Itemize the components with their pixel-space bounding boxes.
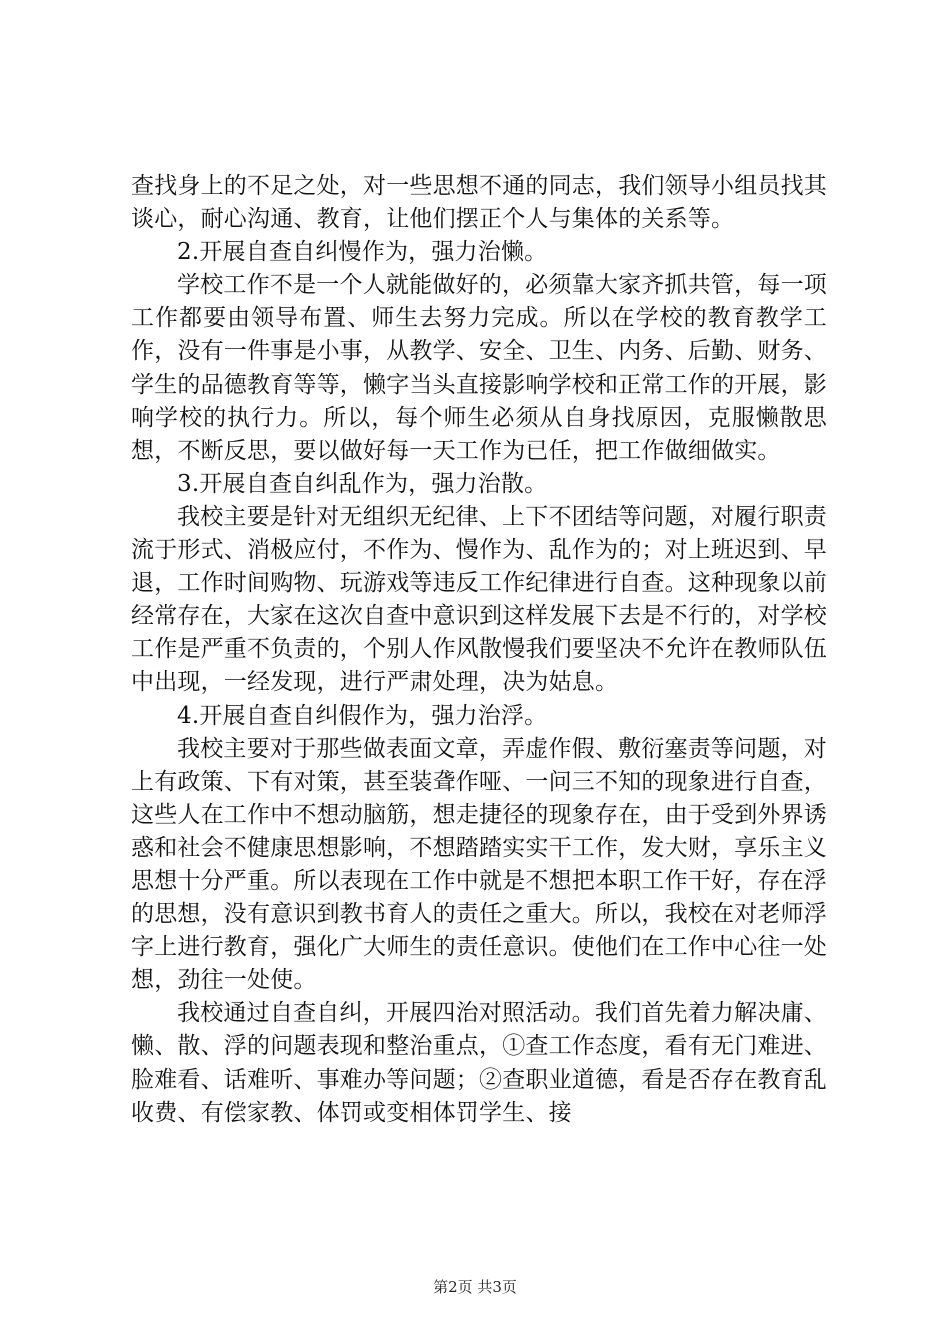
document-body: [131, 170, 827, 1130]
paragraph-4-heading: 3.开展自查自纠乱作为，强力治散。: [177, 470, 548, 497]
page-footer: 第2页 共3页: [433, 1278, 517, 1296]
paragraph-1: 查找身上的不足之处，对一些思想不通的同志，我们领导小组员找其谈心，耐心沟通、教育，让他们摆正个人与集体的关系等。: [131, 173, 827, 233]
paragraph-2-heading: 2.开展自查自纠慢作为，强力治懒。: [177, 239, 548, 266]
paragraph-6-heading: 4.开展自查自纠假作为，强力治浮。: [177, 702, 548, 729]
paragraph-3: 学校工作不是一个人就能做好的，必须靠大家齐抓共管，每一项工作都要由领导布置、师生去努力完成。所以在学校的教育教学工作，没有一件事是小事，从教学、安全、卫生、内务、后勤、财务、学生的品德教育等等，懒字当头直接影响学校和正常工作的开展，影响学校的执行力。所以，每个师生必须从自身找原因，克服懒散思想，不断反思，要以做好每一天工作为已任，把工作做细做实。: [131, 272, 827, 464]
paragraph-7: 我校主要对于那些做表面文章，弄虚作假、敷衍塞责等问题，对上有政策、下有对策，甚至装聋作哑、一问三不知的现象进行自查，这些人在工作中不想动脑筋，想走捷径的现象存在，由于受到外界诱惑和社会不健康思想影响，不想踏踏实实干工作，发大财，享乐主义思想十分严重。所以表现在工作中就是不想把本职工作干好，存在浮的思想，没有意识到教书育人的责任之重大。所以，我校在对老师浮字上进行教育，强化广大师生的责任意识。使他们在工作中心往一处想，劲往一处使。: [131, 735, 827, 994]
paragraph-5: 我校主要是针对无组织无纪律、上下不团结等问题，对履行职责流于形式、消极应付，不作为、慢作为、乱作为的；对上班迟到、早退，工作时间购物、玩游戏等违反工作纪律进行自查。这种现象以前经常存在，大家在这次自查中意识到这样发展下去是不行的，对学校工作是严重不负责的，个别人作风散慢我们要坚决不允许在教师队伍中出现，一经发现，进行严肃处理，决为姑息。: [131, 503, 827, 696]
paragraph-8: 我校通过自查自纠，开展四治对照活动。我们首先着力解决庸、懒、散、浮的问题表现和整治重点，①查工作态度，看有无门难进、脸难看、话难听、事难办等问题；②查职业道德，看是否存在教育乱收费、有偿家教、体罚或变相体罚学生、接: [131, 1000, 827, 1126]
